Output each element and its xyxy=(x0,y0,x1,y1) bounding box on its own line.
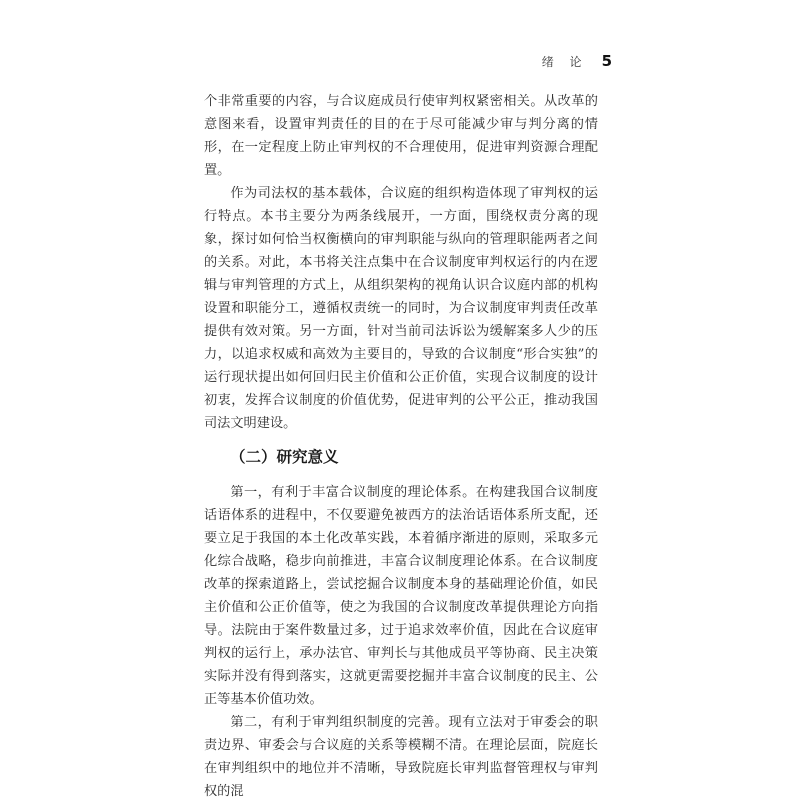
paragraph-significance-second: 第二，有利于审判组织制度的完善。现有立法对于审委会的职责边界、审委会与合议庭的关系等模糊不清。在理论层面，院庭长在审判组织中的地位并不清晰，导致院庭长审判监督管理权与审判权的混 xyxy=(204,715,598,799)
section-heading: （二）研究意义 xyxy=(230,448,339,466)
chapter-title: 绪 论 xyxy=(541,55,588,69)
paragraph-significance-first: 第一，有利于丰富合议制度的理论体系。在构建我国合议制度话语体系的进程中，不仅要避免被西方的法治话语体系所支配，还要立足于我国的本土化改革实践，本着循序渐进的原则，采取多元化综合战略，稳步向前推进，丰富合议制度理论体系。在合议制度改革的探索道路上，尝试挖掘合议制度本身的基础理论价值，如民主价值和公正价值等，使之为我国的合议制度改革提供理论方向指导。法院由于案件数量过多，过于追求效率价值，因此在合议庭审判权的运行上，承办法官、审判长与其他成员平等协商、民主决策实际并没有得到落实，这就更需要挖掘并丰富合议制度的民主、公正等基本价值功效。 xyxy=(204,485,598,707)
running-head xyxy=(542,52,612,70)
paragraph-continued: 个非常重要的内容，与合议庭成员行使审判权紧密相关。从改革的意图来看，设置审判责任的目的在于尽可能减少审与判分离的情形，在一定程度上防止审判权的不合理使用，促进审判资源合理配置。 xyxy=(204,94,598,178)
body-text xyxy=(204,90,598,803)
paragraph-research-focus: 作为司法权的基本载体，合议庭的组织构造体现了审判权的运行特点。本书主要分为两条线展开，一方面，围绕权责分离的现象，探讨如何恰当权衡横向的审判职能与纵向的管理职能两者之间的关系。对此，本书将关注点集中在合议制度审判权运行的内在逻辑与审判管理的方式上，从组织架构的视角认识合议庭内部的机构设置和职能分工，遵循权责统一的同时，为合议制度审判责任改革提供有效对策。另一方面，针对当前司法诉讼为缓解案多人少的压力，以追求权威和高效为主要目的，导致的合议制度“形合实独”的运行现状提出如何回归民主价值和公正价值，实现合议制度的设计初衷，发挥合议制度的价值优势，促进审判的公平公正，推动我国司法文明建设。 xyxy=(204,186,598,431)
page-number: 5 xyxy=(601,52,612,70)
